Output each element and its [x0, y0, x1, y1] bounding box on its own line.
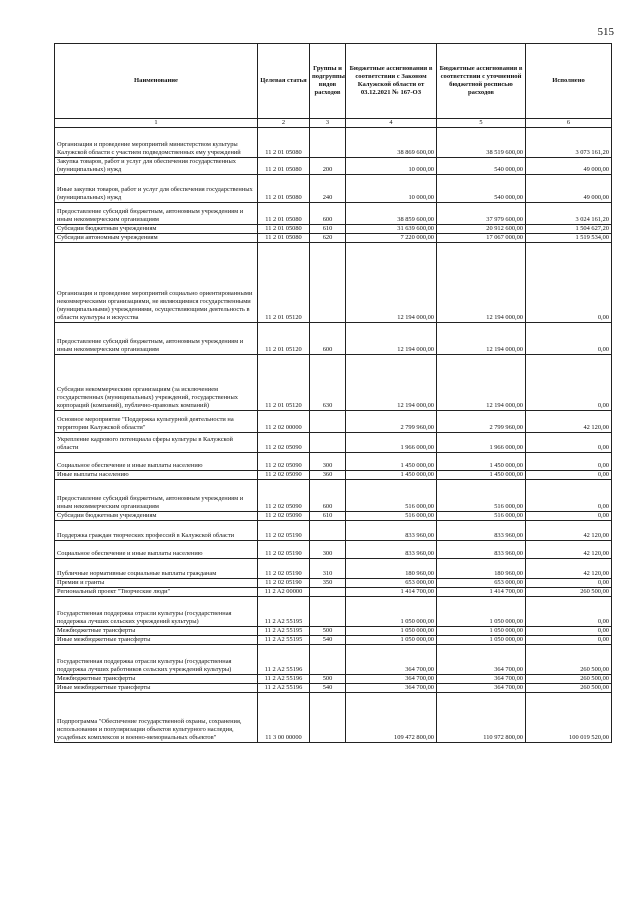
row-budget-law-cell: 7 220 000,00: [346, 234, 437, 243]
row-executed-cell: 260 500,00: [526, 684, 612, 693]
row-budget-law-cell: 10 000,00: [346, 158, 437, 175]
row-target-code-cell: 11 3 00 00000: [258, 693, 310, 743]
row-target-code-cell: 11 2 02 05090: [258, 433, 310, 453]
row-target-code-cell: 11 2 02 05190: [258, 521, 310, 541]
row-expense-type-cell: 540: [310, 684, 346, 693]
row-budget-updated-cell: 364 700,00: [437, 675, 526, 684]
row-name-cell: Субсидии бюджетным учреждениям: [55, 512, 258, 521]
row-executed-cell: 42 120,00: [526, 559, 612, 579]
row-expense-type-cell: 360: [310, 471, 346, 480]
row-budget-law-cell: 1 450 000,00: [346, 453, 437, 471]
row-name-cell: Основное мероприятие "Поддержка культурной деятельности на территории Калужской области": [55, 411, 258, 433]
row-target-code-cell: 11 2 A2 00000: [258, 588, 310, 597]
row-target-code-cell: 11 2 02 05190: [258, 579, 310, 588]
row-expense-type-cell: 600: [310, 480, 346, 512]
row-budget-law-cell: 1 450 000,00: [346, 471, 437, 480]
row-budget-law-cell: 833 960,00: [346, 521, 437, 541]
header-name: Наименование: [55, 44, 258, 119]
table-row: [55, 684, 612, 693]
row-budget-law-cell: 1 050 000,00: [346, 636, 437, 645]
row-executed-cell: 42 120,00: [526, 521, 612, 541]
header-budget-law: Бюджетные ассигнования в соответствии с Законом Калужской области от 03.12.2021 № 167-ОЗ: [346, 44, 437, 119]
row-budget-updated-cell: 833 960,00: [437, 541, 526, 559]
row-budget-law-cell: 180 960,00: [346, 559, 437, 579]
row-executed-cell: 1 504 627,20: [526, 225, 612, 234]
row-budget-updated-cell: 20 912 600,00: [437, 225, 526, 234]
row-budget-updated-cell: 540 000,00: [437, 175, 526, 203]
table-row: [55, 521, 612, 541]
row-expense-type-cell: [310, 645, 346, 675]
row-name-cell: Предоставление субсидий бюджетным, автономным учреждениям и иным некоммерческим организациям: [55, 323, 258, 355]
table-row: [55, 203, 612, 225]
row-budget-updated-cell: 38 519 600,00: [437, 128, 526, 158]
row-expense-type-cell: 600: [310, 203, 346, 225]
row-budget-updated-cell: 2 799 960,00: [437, 411, 526, 433]
row-executed-cell: 0,00: [526, 627, 612, 636]
table-row: [55, 579, 612, 588]
row-expense-type-cell: 300: [310, 453, 346, 471]
row-expense-type-cell: 630: [310, 355, 346, 411]
row-target-code-cell: 11 2 01 05080: [258, 234, 310, 243]
row-budget-law-cell: 364 700,00: [346, 675, 437, 684]
row-budget-updated-cell: 1 966 000,00: [437, 433, 526, 453]
column-number: 1: [55, 119, 258, 128]
table-row: [55, 323, 612, 355]
header-target-article: Целевая статья: [258, 44, 310, 119]
row-name-cell: Государственная поддержка отрасли культуры (государственная поддержка лучших сельских учреждений культуры): [55, 597, 258, 627]
row-executed-cell: 0,00: [526, 579, 612, 588]
row-executed-cell: 1 519 534,00: [526, 234, 612, 243]
row-target-code-cell: 11 2 01 05120: [258, 323, 310, 355]
row-executed-cell: 0,00: [526, 355, 612, 411]
row-expense-type-cell: [310, 693, 346, 743]
row-budget-law-cell: 364 700,00: [346, 645, 437, 675]
table-row: [55, 355, 612, 411]
row-executed-cell: 49 000,00: [526, 175, 612, 203]
row-expense-type-cell: 500: [310, 627, 346, 636]
row-expense-type-cell: 610: [310, 225, 346, 234]
row-name-cell: Предоставление субсидий бюджетным, автономным учреждениям и иным некоммерческим организациям: [55, 203, 258, 225]
table-row: [55, 453, 612, 471]
row-budget-updated-cell: 1 050 000,00: [437, 627, 526, 636]
row-target-code-cell: 11 2 01 05080: [258, 175, 310, 203]
row-expense-type-cell: 610: [310, 512, 346, 521]
row-expense-type-cell: [310, 597, 346, 627]
row-budget-law-cell: 12 194 000,00: [346, 323, 437, 355]
row-budget-updated-cell: 12 194 000,00: [437, 355, 526, 411]
row-budget-law-cell: 38 869 600,00: [346, 128, 437, 158]
row-budget-law-cell: 516 000,00: [346, 512, 437, 521]
header-executed: Исполнено: [526, 44, 612, 119]
row-name-cell: Премии и гранты: [55, 579, 258, 588]
row-budget-updated-cell: 1 450 000,00: [437, 453, 526, 471]
row-executed-cell: 260 500,00: [526, 645, 612, 675]
row-budget-law-cell: 2 799 960,00: [346, 411, 437, 433]
column-number: 2: [258, 119, 310, 128]
column-number: 3: [310, 119, 346, 128]
row-budget-law-cell: 1 966 000,00: [346, 433, 437, 453]
row-expense-type-cell: [310, 243, 346, 323]
table-row: [55, 433, 612, 453]
row-target-code-cell: 11 2 02 05190: [258, 559, 310, 579]
row-budget-updated-cell: 1 050 000,00: [437, 597, 526, 627]
row-budget-updated-cell: 364 700,00: [437, 645, 526, 675]
row-name-cell: Иные закупки товаров, работ и услуг для обеспечения государственных (муниципальных) нужд: [55, 175, 258, 203]
row-budget-updated-cell: 516 000,00: [437, 512, 526, 521]
row-executed-cell: 0,00: [526, 597, 612, 627]
table-row: [55, 588, 612, 597]
row-budget-updated-cell: 653 000,00: [437, 579, 526, 588]
row-expense-type-cell: [310, 128, 346, 158]
row-name-cell: Субсидии автономным учреждениям: [55, 234, 258, 243]
row-executed-cell: 3 073 161,20: [526, 128, 612, 158]
row-name-cell: Социальное обеспечение и иные выплаты населению: [55, 453, 258, 471]
row-name-cell: Региональный проект "Творческие люди": [55, 588, 258, 597]
row-executed-cell: 42 120,00: [526, 541, 612, 559]
row-budget-updated-cell: 364 700,00: [437, 684, 526, 693]
row-budget-updated-cell: 1 414 700,00: [437, 588, 526, 597]
table-row: [55, 675, 612, 684]
row-budget-law-cell: 1 050 000,00: [346, 597, 437, 627]
row-budget-law-cell: 1 414 700,00: [346, 588, 437, 597]
row-target-code-cell: 11 2 A2 55195: [258, 627, 310, 636]
row-target-code-cell: 11 2 02 00000: [258, 411, 310, 433]
row-target-code-cell: 11 2 02 05090: [258, 471, 310, 480]
row-expense-type-cell: 300: [310, 541, 346, 559]
row-executed-cell: 0,00: [526, 453, 612, 471]
row-name-cell: Субсидии бюджетным учреждениям: [55, 225, 258, 234]
row-target-code-cell: 11 2 A2 55195: [258, 636, 310, 645]
table-row: [55, 480, 612, 512]
row-executed-cell: 3 024 161,20: [526, 203, 612, 225]
row-executed-cell: 0,00: [526, 480, 612, 512]
row-executed-cell: 0,00: [526, 433, 612, 453]
table-row: [55, 175, 612, 203]
table-row: [55, 512, 612, 521]
row-target-code-cell: 11 2 01 05080: [258, 225, 310, 234]
row-executed-cell: 260 500,00: [526, 675, 612, 684]
row-budget-updated-cell: 1 450 000,00: [437, 471, 526, 480]
row-expense-type-cell: 310: [310, 559, 346, 579]
row-budget-law-cell: 31 639 600,00: [346, 225, 437, 234]
row-name-cell: Поддержка граждан творческих профессий в Калужской области: [55, 521, 258, 541]
row-budget-law-cell: 364 700,00: [346, 684, 437, 693]
table-row: [55, 234, 612, 243]
page-number: 515: [597, 26, 614, 38]
row-budget-law-cell: 12 194 000,00: [346, 355, 437, 411]
row-name-cell: Иные межбюджетные трансферты: [55, 684, 258, 693]
row-budget-law-cell: 10 000,00: [346, 175, 437, 203]
table-row: [55, 541, 612, 559]
row-budget-law-cell: 516 000,00: [346, 480, 437, 512]
column-number: 4: [346, 119, 437, 128]
row-budget-updated-cell: 180 960,00: [437, 559, 526, 579]
row-target-code-cell: 11 2 01 05080: [258, 128, 310, 158]
row-expense-type-cell: 350: [310, 579, 346, 588]
column-number: 5: [437, 119, 526, 128]
row-name-cell: Государственная поддержка отрасли культуры (государственная поддержка лучших работников сельских учреждений культуры): [55, 645, 258, 675]
row-name-cell: Организация и проведение мероприятий социально ориентированными некоммерческими организациями, не являющимися государственными (муниципальными) учреждениями, осуществляющими деятельность в области культуры и искусства: [55, 243, 258, 323]
row-name-cell: Закупка товаров, работ и услуг для обеспечения государственных (муниципальных) нужд: [55, 158, 258, 175]
table-row: [55, 645, 612, 675]
header-expense-type: Группы и подгруппы видов расходов: [310, 44, 346, 119]
row-budget-law-cell: 1 050 000,00: [346, 627, 437, 636]
row-budget-updated-cell: 37 979 600,00: [437, 203, 526, 225]
row-name-cell: Межбюджетные трансферты: [55, 627, 258, 636]
row-budget-law-cell: 833 960,00: [346, 541, 437, 559]
table-row: [55, 597, 612, 627]
row-expense-type-cell: 240: [310, 175, 346, 203]
row-expense-type-cell: 200: [310, 158, 346, 175]
row-target-code-cell: 11 2 01 05120: [258, 355, 310, 411]
row-name-cell: Организация и проведение мероприятий министерством культуры Калужской области с участием подведомственных ему учреждений: [55, 128, 258, 158]
row-target-code-cell: 11 2 A2 55196: [258, 684, 310, 693]
column-number: 6: [526, 119, 612, 128]
row-name-cell: Предоставление субсидий бюджетным, автономным учреждениям и иным некоммерческим организациям: [55, 480, 258, 512]
row-name-cell: Публичные нормативные социальные выплаты гражданам: [55, 559, 258, 579]
table-row: [55, 128, 612, 158]
table-body: [55, 128, 612, 743]
row-executed-cell: 0,00: [526, 323, 612, 355]
row-expense-type-cell: [310, 521, 346, 541]
row-target-code-cell: 11 2 A2 55195: [258, 597, 310, 627]
row-budget-updated-cell: 516 000,00: [437, 480, 526, 512]
row-budget-updated-cell: 110 972 800,00: [437, 693, 526, 743]
row-expense-type-cell: [310, 588, 346, 597]
row-target-code-cell: 11 2 02 05090: [258, 512, 310, 521]
row-executed-cell: 0,00: [526, 243, 612, 323]
row-expense-type-cell: [310, 411, 346, 433]
row-executed-cell: 49 000,00: [526, 158, 612, 175]
row-expense-type-cell: 500: [310, 675, 346, 684]
row-target-code-cell: 11 2 02 05090: [258, 480, 310, 512]
row-target-code-cell: 11 2 01 05120: [258, 243, 310, 323]
row-name-cell: Иные межбюджетные трансферты: [55, 636, 258, 645]
row-budget-updated-cell: 12 194 000,00: [437, 243, 526, 323]
row-budget-law-cell: 12 194 000,00: [346, 243, 437, 323]
row-expense-type-cell: 540: [310, 636, 346, 645]
table-row: [55, 636, 612, 645]
row-budget-updated-cell: 12 194 000,00: [437, 323, 526, 355]
header-row: [55, 44, 612, 119]
table-row: [55, 225, 612, 234]
row-name-cell: Иные выплаты населению: [55, 471, 258, 480]
row-name-cell: Межбюджетные трансферты: [55, 675, 258, 684]
row-target-code-cell: 11 2 02 05090: [258, 453, 310, 471]
row-name-cell: Укрепление кадрового потенциала сферы культуры в Калужской области: [55, 433, 258, 453]
table-row: [55, 243, 612, 323]
row-target-code-cell: 11 2 02 05190: [258, 541, 310, 559]
row-budget-law-cell: 109 472 800,00: [346, 693, 437, 743]
row-executed-cell: 260 500,00: [526, 588, 612, 597]
row-target-code-cell: 11 2 A2 55196: [258, 645, 310, 675]
table-row: [55, 627, 612, 636]
budget-table: [54, 43, 612, 743]
column-number-row: [55, 119, 612, 128]
row-expense-type-cell: 620: [310, 234, 346, 243]
row-name-cell: Субсидии некоммерческим организациям (за исключением государственных (муниципальных) учреждений, государственных корпораций (компаний), публично-правовых компаний): [55, 355, 258, 411]
row-name-cell: Подпрограмма "Обеспечение государственной охраны, сохранения, использования и популяризации объектов культурного наследия, усадебных комплексов и военно-мемориальных объектов": [55, 693, 258, 743]
row-budget-law-cell: 653 000,00: [346, 579, 437, 588]
table-row: [55, 471, 612, 480]
row-executed-cell: 100 019 520,00: [526, 693, 612, 743]
table-row: [55, 411, 612, 433]
row-target-code-cell: 11 2 01 05080: [258, 158, 310, 175]
row-target-code-cell: 11 2 A2 55196: [258, 675, 310, 684]
row-expense-type-cell: [310, 433, 346, 453]
row-budget-law-cell: 38 859 600,00: [346, 203, 437, 225]
row-name-cell: Социальное обеспечение и иные выплаты населению: [55, 541, 258, 559]
row-expense-type-cell: 600: [310, 323, 346, 355]
row-executed-cell: 0,00: [526, 512, 612, 521]
row-budget-updated-cell: 540 000,00: [437, 158, 526, 175]
row-budget-updated-cell: 17 067 000,00: [437, 234, 526, 243]
table-row: [55, 559, 612, 579]
row-target-code-cell: 11 2 01 05080: [258, 203, 310, 225]
row-budget-updated-cell: 1 050 000,00: [437, 636, 526, 645]
row-executed-cell: 42 120,00: [526, 411, 612, 433]
table-row: [55, 693, 612, 743]
table-row: [55, 158, 612, 175]
row-executed-cell: 0,00: [526, 471, 612, 480]
row-budget-updated-cell: 833 960,00: [437, 521, 526, 541]
header-budget-updated: Бюджетные ассигнования в соответствии с уточненной бюджетной росписью расходов: [437, 44, 526, 119]
row-executed-cell: 0,00: [526, 636, 612, 645]
